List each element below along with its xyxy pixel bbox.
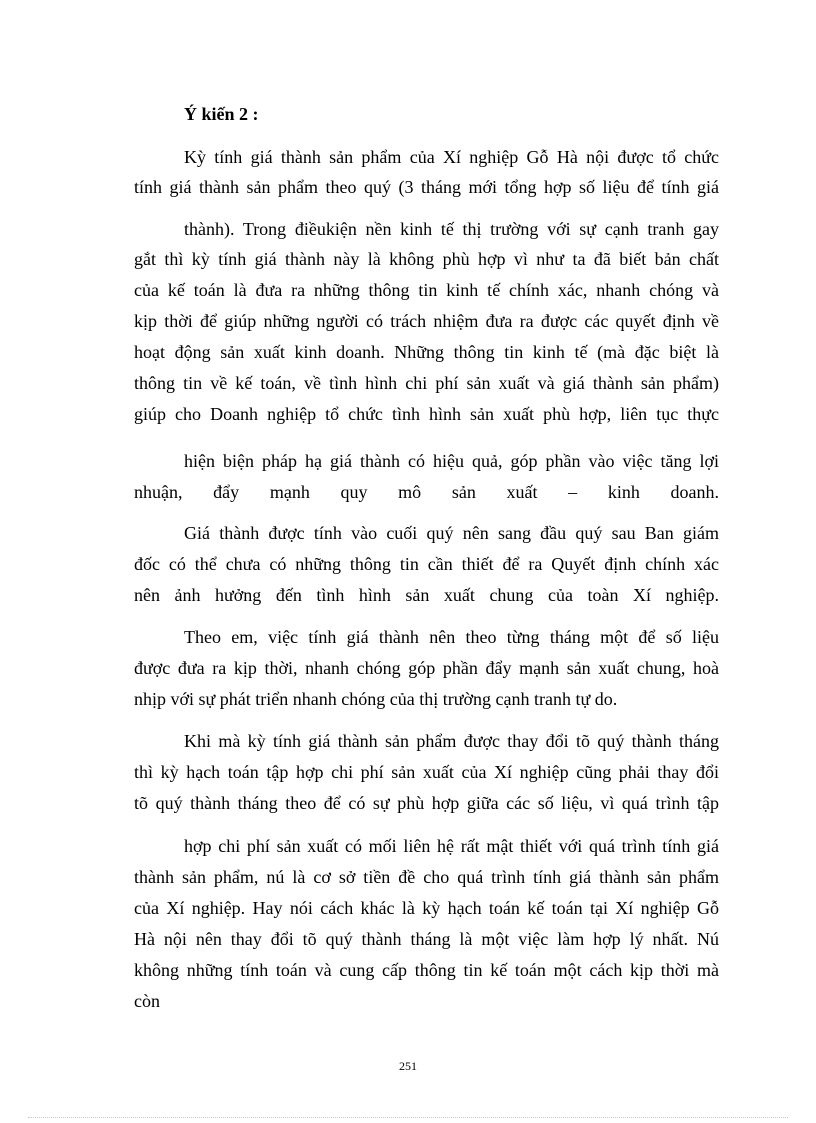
text-line-02: tính giá thành sản phẩm theo quý (3 tháng mới tổng hợp số liệu để tính giá bbox=[134, 177, 719, 197]
text-line-23: của Xí nghiệp. Hay nói cách khác là kỳ hạch toán kế toán tại Xí nghiệp Gỗ bbox=[134, 898, 719, 918]
text-line-05: của kế toán là đưa ra những thông tin kinh tế chính xác, nhanh chóng và bbox=[134, 280, 719, 300]
page-number: 251 bbox=[399, 1059, 417, 1073]
text-line-25: không những tính toán và cung cấp thông tin kế toán một cách kịp thời mà bbox=[134, 960, 719, 980]
text-line-08: thông tin về kế toán, về tình hình chi phí sản xuất và giá thành sản phẩm) bbox=[134, 373, 719, 393]
text-line-18: Khi mà kỳ tính giá thành sản phẩm được thay đổi tõ quý thành tháng bbox=[184, 731, 719, 751]
text-line-20: tõ quý thành tháng theo để có sự phù hợp giữa các số liệu, vì quá trình tập bbox=[134, 793, 719, 813]
text-line-17: nhịp với sự phát triển nhanh chóng của thị trường cạnh tranh tự do. bbox=[134, 689, 618, 709]
text-line-14: nên ảnh hưởng đến tình hình sản xuất chung của toàn Xí nghiệp. bbox=[134, 585, 719, 605]
text-line-16: được đưa ra kịp thời, nhanh chóng góp phần đẩy mạnh sản xuất chung, hoà bbox=[134, 658, 719, 678]
text-line-19: thì kỳ hạch toán tập hợp chi phí sản xuất của Xí nghiệp cũng phải thay đổi bbox=[134, 762, 719, 782]
text-line-04: gắt thì kỳ tính giá thành này là không phù hợp vì như ta đã biết bản chất bbox=[134, 249, 719, 269]
text-line-07: hoạt động sản xuất kinh doanh. Những thông tin kinh tế (mà đặc biệt là bbox=[134, 342, 719, 362]
text-line-24: Hà nội nên thay đổi tõ quý thành tháng là một việc làm hợp lý nhất. Nú bbox=[134, 929, 719, 949]
text-line-21: hợp chi phí sản xuất có mối liên hệ rất mật thiết với quá trình tính giá bbox=[184, 836, 719, 856]
text-line-12: Giá thành được tính vào cuối quý nên sang đầu quý sau Ban giám bbox=[184, 523, 719, 543]
text-line-26: còn bbox=[134, 991, 160, 1011]
footer-divider bbox=[28, 1117, 788, 1118]
section-heading: Ý kiến 2 : bbox=[184, 104, 259, 124]
text-line-13: đốc có thể chưa có những thông tin cần thiết để ra Quyết định chính xác bbox=[134, 554, 719, 574]
text-line-10: hiện biện pháp hạ giá thành có hiệu quả, góp phần vào việc tăng lợi bbox=[184, 451, 719, 471]
text-line-03: thành). Trong điềukiện nền kinh tế thị trường với sự cạnh tranh gay bbox=[184, 219, 719, 239]
text-line-11: nhuận, đẩy mạnh quy mô sản xuất – kinh doanh. bbox=[134, 482, 719, 502]
text-line-15: Theo em, việc tính giá thành nên theo từng tháng một để số liệu bbox=[184, 627, 719, 647]
text-line-09: giúp cho Doanh nghiệp tổ chức tình hình sản xuất phù hợp, liên tục thực bbox=[134, 404, 719, 424]
text-line-22: thành sản phẩm, nú là cơ sở tiền đề cho quá trình tính giá thành sản phẩm bbox=[134, 867, 719, 887]
text-line-06: kịp thời để giúp những người có trách nhiệm đưa ra được các quyết định về bbox=[134, 311, 719, 331]
text-line-01: Kỳ tính giá thành sản phẩm của Xí nghiệp Gỗ Hà nội được tổ chức bbox=[184, 147, 719, 167]
